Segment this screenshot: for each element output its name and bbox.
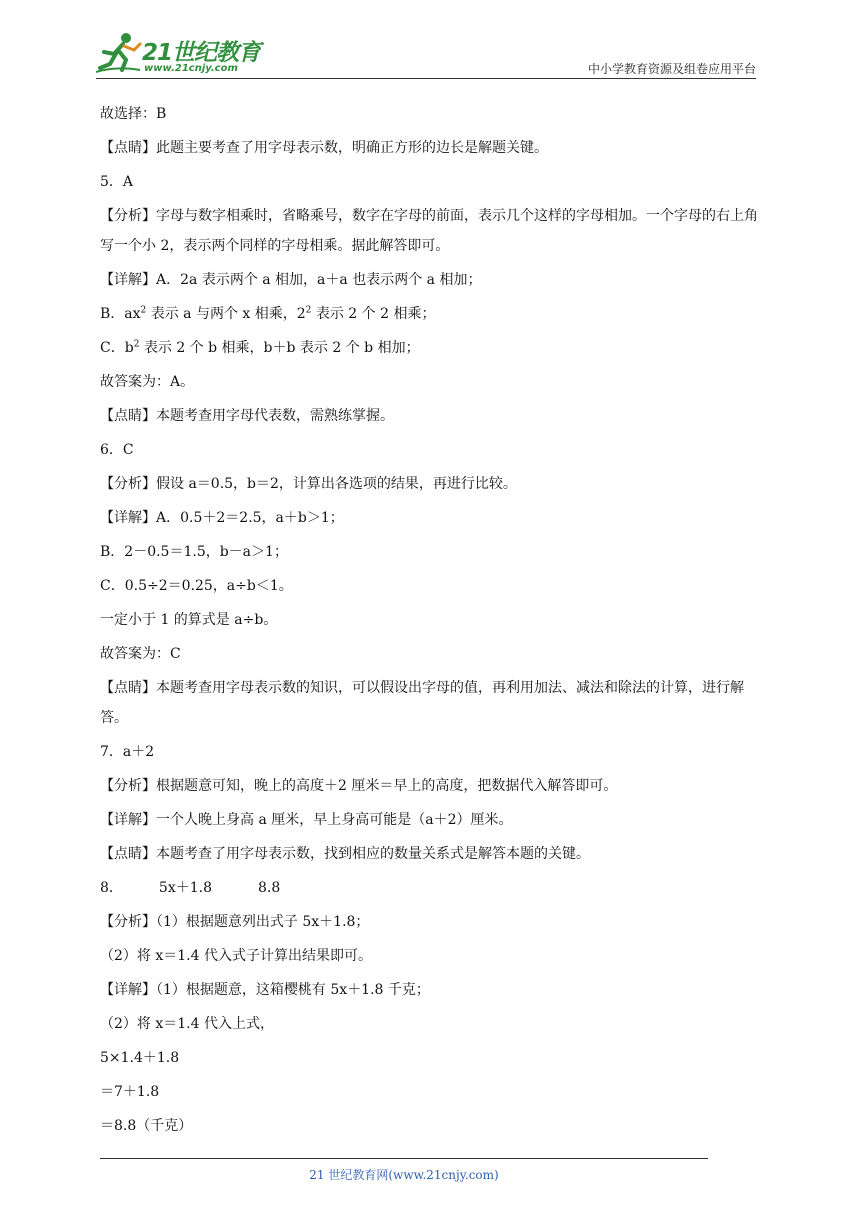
site-logo (96, 30, 266, 76)
text-line: 【点睛】本题考查了用字母表示数，找到相应的数量关系式是解答本题的关键。 (100, 846, 590, 862)
text-line: 【点睛】本题考查用字母表示数的知识，可以假设出字母的值，再利用加法、减法和除法的计算，进行解答。 (100, 680, 744, 726)
text-line: 【详解】A．0.5＋2＝2.5，a＋b＞1； (100, 510, 344, 526)
logo-text: 21世纪教育 (142, 40, 261, 66)
platform-name: 中小学教育资源及组卷应用平台 (587, 62, 756, 76)
text-line: 故选择：B (100, 106, 167, 122)
document-body (100, 104, 765, 1150)
question-answer: 5．A (100, 174, 134, 190)
text-line: ＝8.8（千克） (100, 1118, 193, 1134)
footer-divider (100, 1158, 708, 1159)
text-line: C．$b^2$ 表示 2 个 b 相乘，b＋b 表示 2 个 b 相加； (100, 339, 420, 356)
text-line: B．2－0.5＝1.5，b－a＞1； (100, 544, 288, 560)
question-answer: 7．a＋2 (100, 744, 155, 760)
question-answer: 6．C (100, 442, 134, 458)
runner-logo-icon (96, 30, 142, 74)
text-line: 【详解】（1）根据题意，这箱樱桃有 5x＋1.8 千克； (100, 982, 430, 998)
text-line: 故答案为：A。 (100, 374, 195, 390)
question-answer: 8． 5x＋1.8 8.8 (100, 880, 281, 896)
text-line: （2）将 x＝1.4 代入式子计算出结果即可。 (100, 948, 372, 964)
text-line: （2）将 x＝1.4 代入上式， (100, 1016, 274, 1032)
text-line: 【详解】一个人晚上身高 a 厘米，早上身高可能是（a＋2）厘米。 (100, 812, 513, 828)
text-line: C．0.5÷2＝0.25，a÷b＜1。 (100, 578, 293, 594)
text-line: 一定小于 1 的算式是 a÷b。 (100, 612, 278, 628)
text-line: B．$ax^2$ 表示 a 与两个 x 相乘，$2^2$ 表示 2 个 2 相乘； (100, 305, 436, 322)
text-line: 【分析】字母与数字相乘时，省略乘号，数字在字母的前面，表示几个这样的字母相加。一个字母的右上角写一个小 2，表示两个同样的字母相乘。据此解答即可。 (100, 208, 758, 254)
page-header (96, 30, 756, 80)
text-line: 故答案为：C (100, 646, 181, 662)
logo-url: www.21cnjy.com (144, 63, 238, 74)
text-line: 【点睛】本题考查用字母代表数，需熟练掌握。 (100, 408, 394, 424)
text-line: 5×1.4＋1.8 (100, 1050, 180, 1066)
text-line: 【分析】假设 a＝0.5，b＝2，计算出各选项的结果，再进行比较。 (100, 476, 517, 492)
header-divider (96, 78, 756, 79)
text-line: 【详解】A．2a 表示两个 a 相加，a＋a 也表示两个 a 相加； (100, 272, 482, 288)
page-footer: 21 世纪教育网(www.21cnjy.com) (309, 1168, 499, 1182)
text-line: 【分析】（1）根据题意列出式子 5x＋1.8； (100, 914, 370, 930)
text-line: ＝7＋1.8 (100, 1084, 160, 1100)
text-line: 【分析】根据题意可知，晚上的高度＋2 厘米＝早上的高度，把数据代入解答即可。 (100, 778, 618, 794)
text-line: 【点睛】此题主要考查了用字母表示数，明确正方形的边长是解题关键。 (100, 140, 548, 156)
